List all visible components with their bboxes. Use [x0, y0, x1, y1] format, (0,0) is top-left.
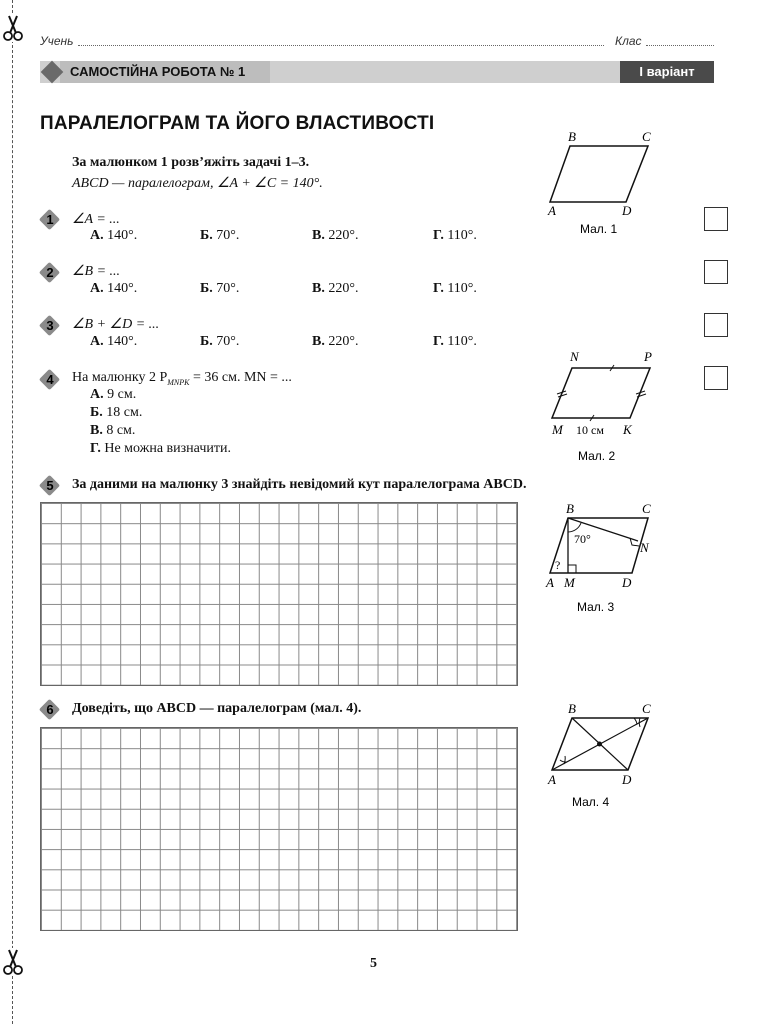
student-label: Учень	[40, 34, 74, 48]
fig2-label-p: P	[644, 349, 652, 364]
fig3-angle: 70°	[574, 532, 591, 546]
q4-option-a[interactable]: А. 9 см.	[90, 387, 137, 402]
fig4-label-d: D	[622, 772, 632, 787]
scissors-icon	[2, 14, 24, 42]
figure-4	[540, 700, 670, 816]
question-number-badge: 5	[40, 476, 60, 496]
answer-box-2[interactable]	[704, 260, 728, 284]
q3-option-c[interactable]: В. 220°.	[312, 334, 359, 349]
fig1-label-c: C	[642, 129, 651, 144]
fig3-label-d: D	[622, 575, 632, 590]
q2-option-b[interactable]: Б. 70°.	[200, 281, 240, 296]
q1-option-a[interactable]: А. 140°.	[90, 228, 138, 243]
figure-2	[540, 346, 670, 466]
fig1-caption: Мал. 1	[580, 222, 618, 236]
fig1-label-a: A	[548, 203, 556, 218]
answer-box-1[interactable]	[704, 207, 728, 231]
q1-option-b[interactable]: Б. 70°.	[200, 228, 240, 243]
q3-option-a[interactable]: А. 140°.	[90, 334, 138, 349]
question-6-text: Доведіть, що ABCD — паралелограм (мал. 4).	[72, 701, 362, 716]
page-number: 5	[370, 956, 377, 971]
scissors-icon	[2, 948, 24, 976]
q2-option-c[interactable]: В. 220°.	[312, 281, 359, 296]
variant-label: І варіант	[639, 64, 695, 79]
fig3-label-m: M	[564, 575, 575, 590]
cut-line	[12, 0, 13, 1024]
question-number-badge: 4	[40, 370, 60, 390]
q4-option-d[interactable]: Г. Не можна визначити.	[90, 441, 231, 456]
work-title: САМОСТІЙНА РОБОТА № 1	[70, 64, 246, 79]
question-2-text: ∠B = ...	[72, 264, 121, 279]
q3-option-d[interactable]: Г. 110°.	[433, 334, 477, 349]
fig3-caption: Мал. 3	[577, 600, 615, 614]
fig2-label-n: N	[570, 349, 579, 364]
answer-box-3[interactable]	[704, 313, 728, 337]
student-name-line[interactable]	[78, 45, 604, 46]
question-number-badge: 1	[40, 210, 60, 230]
intro-line-1: За малюнком 1 розв’яжіть задачі 1–3.	[72, 155, 310, 170]
intro-line-2: ABCD — паралелограм, ∠A + ∠C = 140°.	[72, 176, 323, 191]
fig4-caption: Мал. 4	[572, 795, 610, 809]
q4-option-b[interactable]: Б. 18 см.	[90, 405, 143, 420]
q3-option-b[interactable]: Б. 70°.	[200, 334, 240, 349]
answer-box-4[interactable]	[704, 366, 728, 390]
fig4-label-c: C	[642, 701, 651, 716]
question-number-badge: 6	[40, 700, 60, 720]
question-number-badge: 2	[40, 263, 60, 283]
class-label: Клас	[615, 34, 642, 48]
question-1-text: ∠A = ...	[72, 212, 120, 227]
figure-3	[540, 500, 670, 620]
fig3-unknown: ?	[555, 558, 561, 572]
q2-option-a[interactable]: А. 140°.	[90, 281, 138, 296]
page-title: ПАРАЛЕЛОГРАМ ТА ЙОГО ВЛАСТИВОСТІ	[40, 113, 435, 134]
answer-grid-6[interactable]	[40, 727, 518, 931]
question-4-text: На малюнку 2 $P_{MNPK} = 36$ см. MN = ...	[72, 370, 292, 387]
q2-option-d[interactable]: Г. 110°.	[433, 281, 477, 296]
q1-option-c[interactable]: В. 220°.	[312, 228, 359, 243]
q4-option-c[interactable]: В. 8 см.	[90, 423, 136, 438]
question-5-text: За даними на малюнку 3 знайдіть невідомий кут паралелограма ABCD.	[72, 477, 527, 492]
fig4-label-b: B	[568, 701, 576, 716]
fig1-label-b: B	[568, 129, 576, 144]
fig3-label-a: A	[546, 575, 554, 590]
fig3-label-n: N	[640, 540, 649, 555]
question-number-badge: 3	[40, 316, 60, 336]
class-line[interactable]	[646, 45, 714, 46]
fig4-label-a: A	[548, 772, 556, 787]
fig2-side-length: 10 см	[576, 423, 604, 437]
fig2-label-k: K	[623, 422, 632, 437]
fig2-caption: Мал. 2	[578, 449, 616, 463]
fig2-label-m: M	[552, 422, 563, 437]
fig3-label-c: C	[642, 501, 651, 516]
answer-grid-5[interactable]	[40, 502, 518, 686]
fig3-label-b: B	[566, 501, 574, 516]
figure-1	[540, 126, 660, 242]
q1-option-d[interactable]: Г. 110°.	[433, 228, 477, 243]
question-3-text: ∠B + ∠D = ...	[72, 317, 160, 332]
fig1-label-d: D	[622, 203, 632, 218]
